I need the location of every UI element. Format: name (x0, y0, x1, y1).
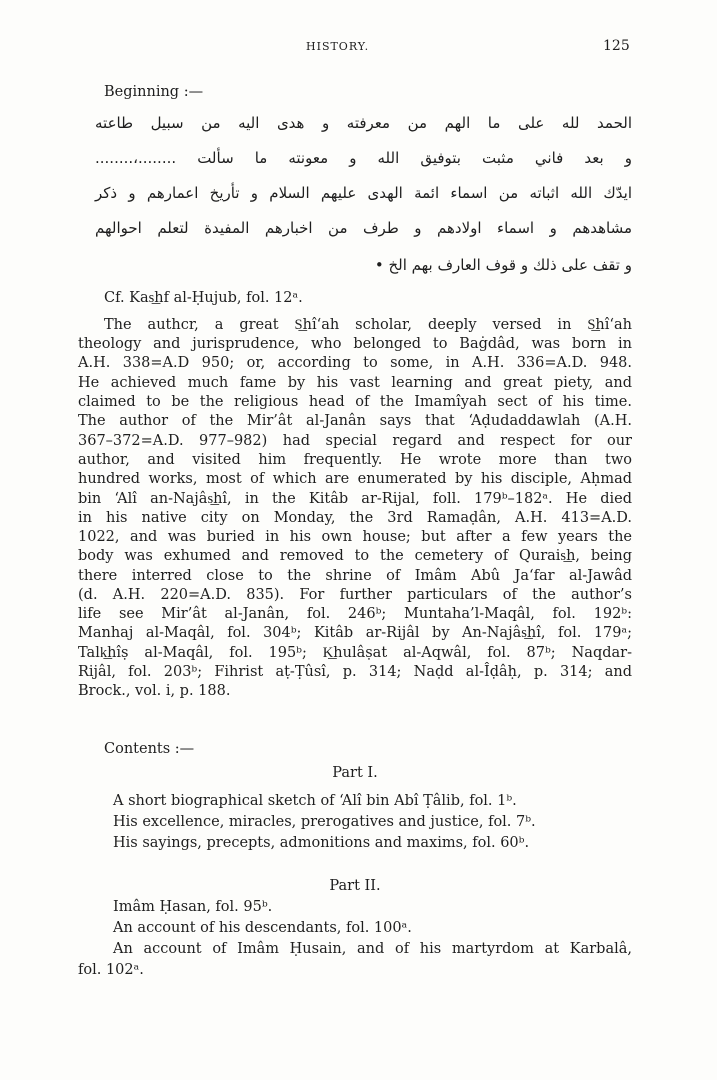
body-text-line: He achieved much fame by his vast learning and great piety, and (78, 375, 632, 391)
contents-label: Contents :— (104, 741, 195, 757)
body-text-line: Brock., vol. i, p. 188. (78, 683, 231, 699)
arabic-line: ايدّك الله اثباته من اسماء ائمة الهدى عليهم السلام و تأريخ اعمارهم و ذكر (95, 184, 632, 202)
contents-item: An account of Imâm Ḥusain, and of his martyrdom at Karbalâ, (113, 941, 632, 957)
body-text-line: The author of the Mir’ât al-Janân says that ‘Aḍudaddawlah (A.H. (78, 413, 632, 429)
body-text-line: body was exhumed and removed to the cemetery of Qurais͟h, being (78, 548, 632, 564)
body-text-line: life see Mir’ât al-Janân, fol. 246ᵇ; Muntaha’l-Maqâl, fol. 192ᵇ: (78, 606, 632, 622)
beginning-label: Beginning :— (104, 84, 204, 100)
contents-item: His sayings, precepts, admonitions and maxims, fol. 60ᵇ. (113, 835, 530, 851)
body-text-line: Cf. Kas͟hf al-Ḥujub, fol. 12ᵃ. (104, 290, 303, 306)
contents-item: Imâm Ḥasan, fol. 95ᵇ. (113, 899, 273, 915)
arabic-line: و تقف على ذلك و قوف العارف بهم الخ • (374, 256, 632, 274)
body-text-line: hundred works, most of which are enumerated by his disciple, Aḥmad (78, 471, 632, 487)
body-text-line: author, and visited him frequently. He wrote more than two (78, 452, 632, 468)
arabic-line: مشاهدهم و اسماء اولادهم و طرف من اخبارهم المفيدة لتعلم احوالهم (95, 219, 632, 237)
body-text-line: A.H. 338=A.D 950; or, according to some, in A.H. 336=A.D. 948. (78, 355, 632, 371)
body-text-line: Manhaj al-Maqâl, fol. 304ᵇ; Kitâb ar-Rijâl by An-Najâs͟hî, fol. 179ᵃ; (78, 625, 632, 641)
body-text-line: The authcr, a great S͟hî‘ah scholar, deeply versed in S͟hî‘ah (104, 317, 632, 333)
body-text-line: 367–372=A.D. 977–982) had special regard and respect for our (78, 433, 632, 449)
page-number: 125 (603, 38, 630, 54)
contents-item: fol. 102ᵃ. (78, 962, 144, 978)
body-text-line: Talk͟hîṣ al-Maqâl, fol. 195ᵇ; K͟hulâṣat al-Aqwâl, fol. 87ᵇ; Naqdar- (78, 645, 632, 661)
contents-item: A short biographical sketch of ‘Alî bin Abî Ṭâlib, fol. 1ᵇ. (113, 793, 517, 809)
body-text-line: Rijâl, fol. 203ᵇ; Fihrist aṭ-Ṭûsî, p. 314; Naḍd al-Îḍâḥ, p. 314; and (78, 664, 632, 680)
body-text-line: in his native city on Monday, the 3rd Ramaḍân, A.H. 413=A.D. (78, 510, 632, 526)
body-text-line: there interred close to the shrine of Imâm Abû Ja‘far al-Jawâd (78, 568, 632, 584)
body-text-line: (d. A.H. 220=A.D. 835). For further particulars of the author’s (78, 587, 632, 603)
part-title: Part I. (332, 765, 378, 781)
body-text-line: 1022, and was buried in his own house; but after a few years the (78, 529, 632, 545)
body-text-line: theology and jurisprudence, who belonged to Baġdâd, was born in (78, 336, 632, 352)
body-text-line: claimed to be the religious head of the Imamîyah sect of his time. (78, 394, 632, 410)
running-title: HISTORY. (306, 40, 370, 53)
arabic-line: الحمد لله على ما الهم من معرفته و هدى اليه من سبيل طاعته (95, 114, 632, 132)
arabic-line: و بعد فاني مثبت بتوفيق الله و معونته ما سألت ........،........ (95, 149, 632, 167)
contents-item: An account of his descendants, fol. 100ᵃ. (113, 920, 412, 936)
body-text-line: bin ‘Alî an-Najâs͟hî, in the Kitâb ar-Rijal, foll. 179ᵇ–182ᵃ. He died (78, 491, 632, 507)
part-title: Part II. (329, 878, 381, 894)
contents-item: His excellence, miracles, prerogatives and justice, fol. 7ᵇ. (113, 814, 536, 830)
